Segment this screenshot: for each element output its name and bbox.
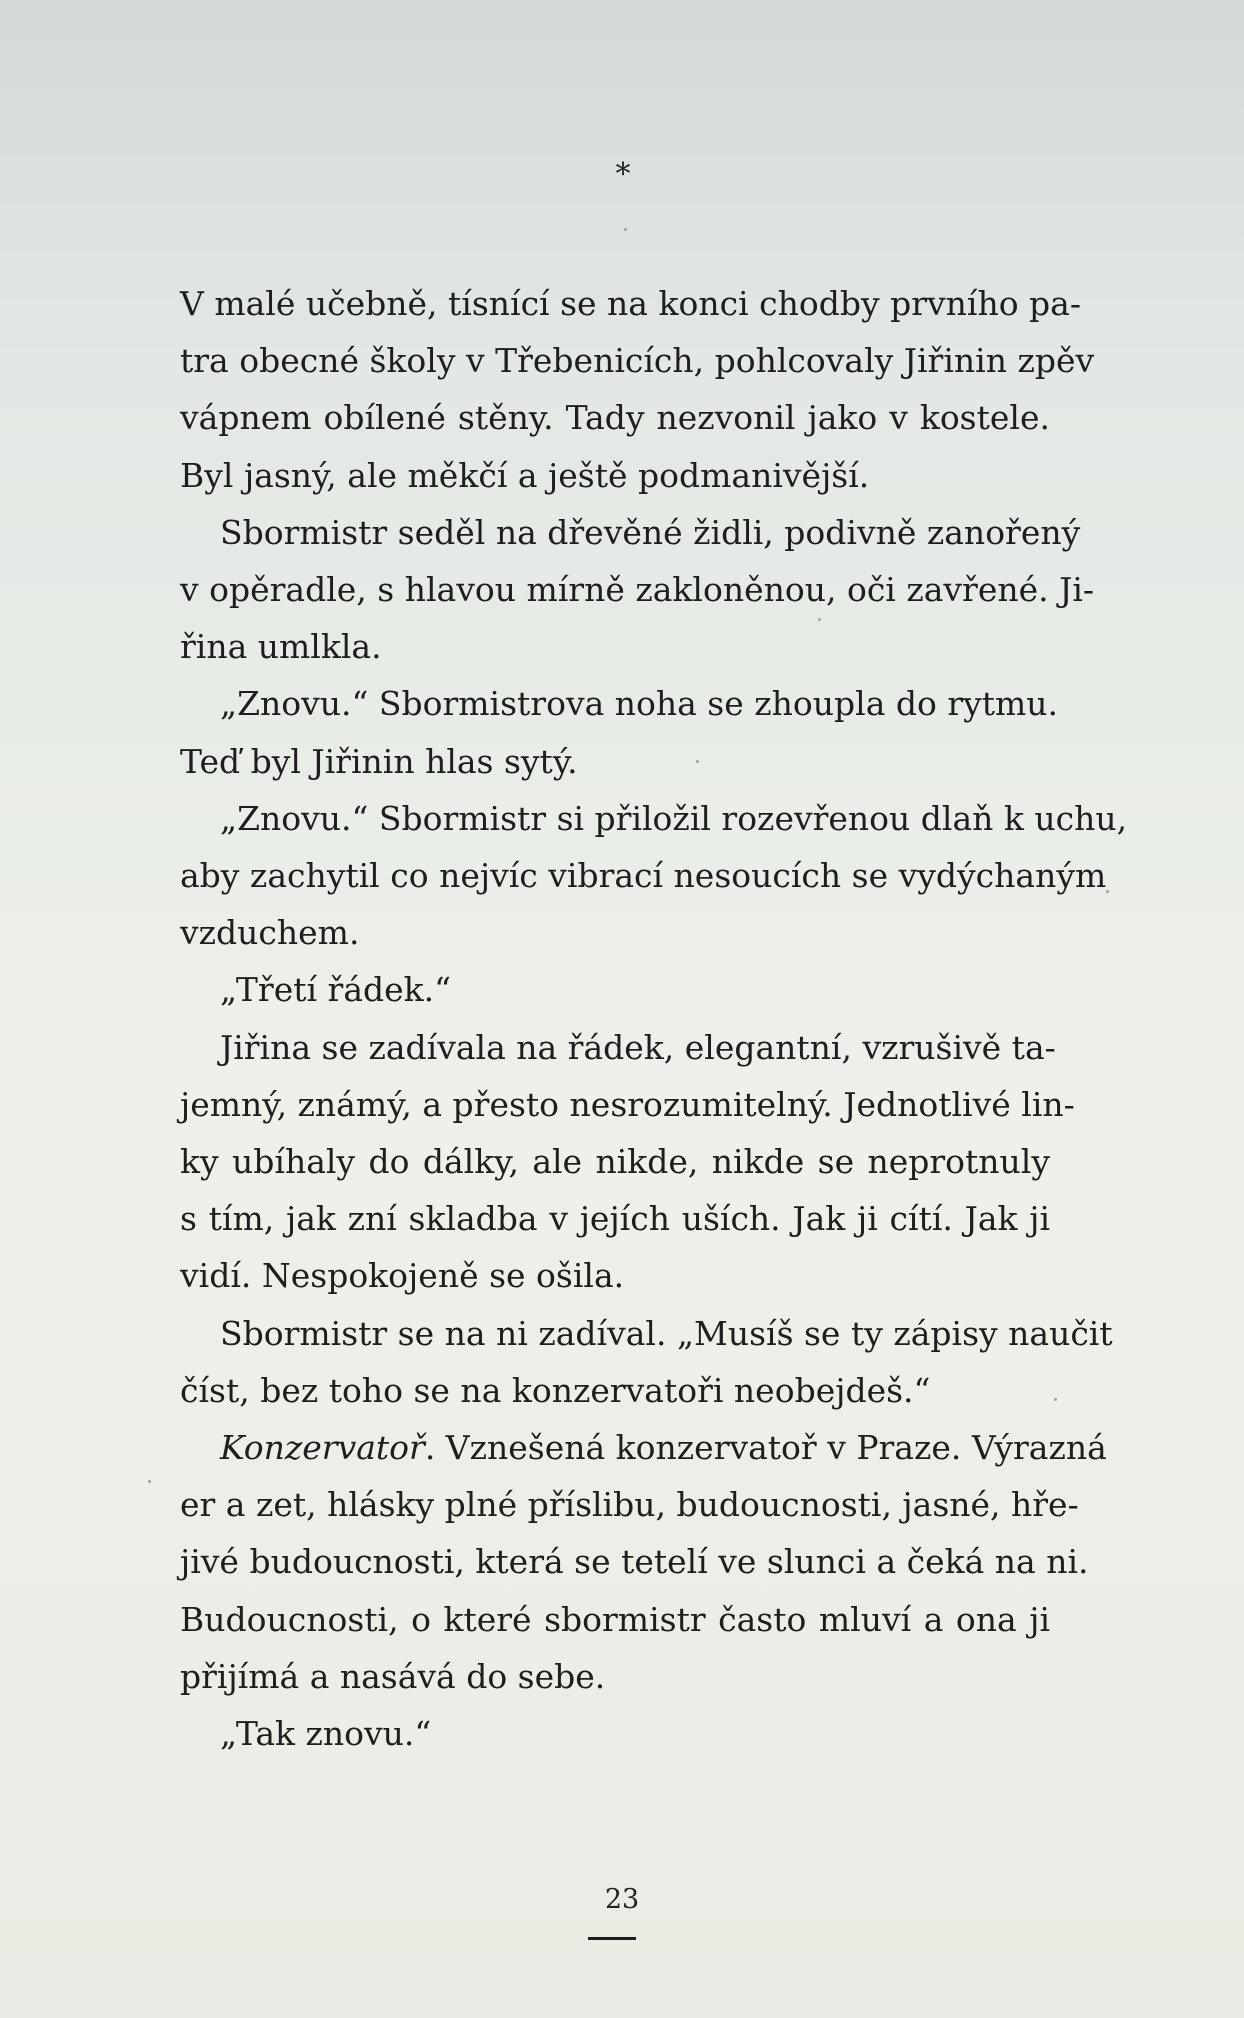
text-line: Sbormistr se na ni zadíval. „Musíš se ty zápisy naučit — [220, 1313, 1113, 1353]
text-line: vápnem obílené stěny. Tady nezvonil jako v kostele. — [180, 398, 1050, 438]
paragraph — [180, 1305, 1113, 1419]
text-line — [180, 1419, 1107, 1476]
text-line: ky ubíhaly do dálky, ale nikde, nikde se neprotnuly — [180, 1142, 1050, 1182]
paragraph — [180, 790, 1128, 962]
text-fragment: . Vznešená konzervatoř v Praze. Výrazná — [424, 1428, 1107, 1468]
text-line: číst, bez toho se na konzervatoři neobejdeš.“ — [180, 1370, 931, 1410]
text-line: s tím, jak zní skladba v jejích uších. Jak ji cítí. Jak ji — [180, 1199, 1050, 1239]
paper-speck — [1106, 890, 1109, 893]
text-line: vzduchem. — [180, 913, 360, 953]
page-number: 23 — [604, 1884, 640, 1915]
text-line: Jiřina se zadívala na řádek, elegantní, vzrušivě ta- — [220, 1027, 1056, 1067]
paper-speck — [696, 760, 699, 763]
paragraph — [180, 275, 1095, 504]
text-line: přijímá a nasává do sebe. — [180, 1656, 606, 1696]
paper-speck — [624, 228, 627, 231]
text-line: řina umlkla. — [180, 627, 382, 667]
paper-speck — [148, 1480, 151, 1483]
text-line: „Znovu.“ Sbormistr si přiložil rozevřenou dlaň k uchu, — [220, 798, 1128, 838]
paragraph — [180, 1705, 1050, 1762]
text-line: Teď byl Jiřinin hlas sytý. — [180, 741, 578, 781]
paragraph — [180, 961, 1050, 1018]
paragraph — [180, 675, 1059, 789]
text-line: „Třetí řádek.“ — [220, 970, 451, 1010]
paragraph — [180, 1019, 1075, 1305]
text-line: Budoucnosti, o které sbormistr často mluví a ona ji — [180, 1599, 1050, 1639]
text-line: Sbormistr seděl na dřevěné židli, podivně zanořený — [220, 512, 1081, 552]
text-line: „Znovu.“ Sbormistrova noha se zhoupla do rytmu. — [220, 684, 1059, 724]
text-line: „Tak znovu.“ — [220, 1714, 432, 1754]
text-line: aby zachytil co nejvíc vibrací nesoucích se vydýchaným — [180, 856, 1107, 896]
italic-term: Konzervatoř — [220, 1428, 425, 1468]
text-line: vidí. Nespokojeně se ošila. — [180, 1256, 625, 1296]
page-number-rule — [588, 1937, 636, 1940]
text-line: tra obecné školy v Třebenicích, pohlcovaly Jiřinin zpěv — [180, 341, 1095, 381]
text-line: V malé učebně, tísnící se na konci chodby prvního pa- — [180, 284, 1082, 323]
section-break-asterisk: * — [615, 157, 631, 192]
text-line: jivé budoucnosti, která se tetelí ve slunci a čeká na ni. — [180, 1542, 1089, 1582]
paragraph — [180, 504, 1095, 676]
text-line: Byl jasný, ale měkčí a ještě podmanivější. — [180, 455, 870, 495]
paper-speck — [1054, 1398, 1057, 1401]
body-text — [180, 275, 1128, 1762]
paper-speck — [818, 618, 821, 621]
paragraph — [180, 1419, 1107, 1705]
text-line: v opěradle, s hlavou mírně zakloněnou, oči zavřené. Ji- — [180, 570, 1095, 610]
text-line: er a zet, hlásky plné příslibu, budoucnosti, jasné, hře- — [180, 1485, 1079, 1525]
text-line: jemný, známý, a přesto nesrozumitelný. Jednotlivé lin- — [180, 1084, 1075, 1124]
